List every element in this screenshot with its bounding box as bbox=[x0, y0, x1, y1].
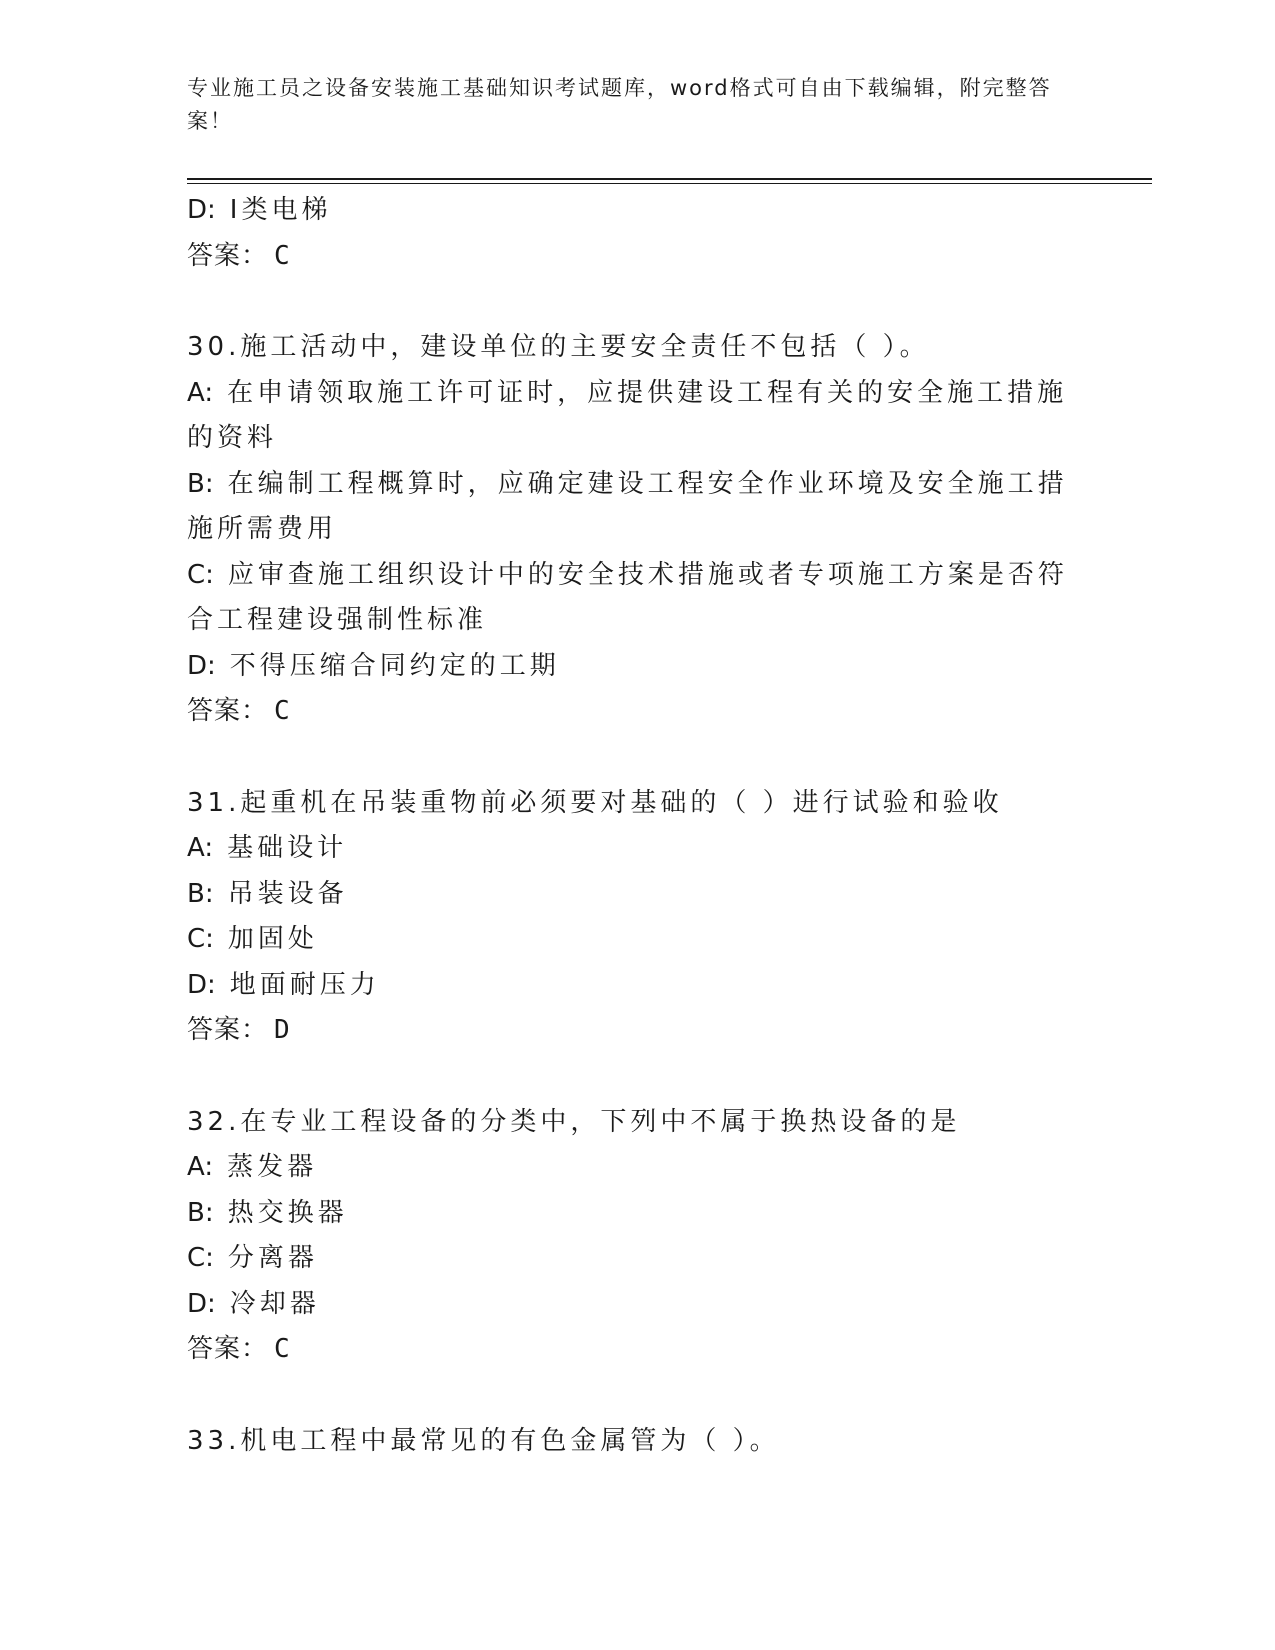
option-text: 吊装设备 bbox=[227, 878, 348, 909]
answer-label: 答案： bbox=[187, 696, 269, 726]
option-key: C: bbox=[187, 559, 214, 590]
option-d bbox=[187, 644, 1077, 690]
document-header: 专业施工员之设备安装施工基础知识考试题库，word格式可自由下载编辑，附完整答案！ bbox=[187, 76, 1052, 133]
option-b bbox=[187, 872, 1077, 918]
question-block bbox=[187, 1100, 1087, 1373]
answer-label: 答案： bbox=[187, 1015, 269, 1045]
option-text: 冷却器 bbox=[229, 1288, 320, 1319]
option-text: 应审查施工组织设计中的安全技术措施或者专项施工方案是否符合工程建设强制性标准 bbox=[187, 559, 1068, 635]
option-key: B: bbox=[187, 878, 214, 909]
answer-line bbox=[187, 1008, 1087, 1054]
header-divider-thick bbox=[187, 178, 1152, 180]
option-key: A: bbox=[187, 833, 214, 863]
answer-label: 答案： bbox=[187, 1334, 269, 1364]
option-c bbox=[187, 553, 1077, 644]
question-block bbox=[187, 325, 1087, 735]
option-text: 热交换器 bbox=[227, 1197, 348, 1228]
option-b bbox=[187, 1191, 1077, 1237]
option-a bbox=[187, 371, 1077, 462]
option-text: I类电梯 bbox=[229, 195, 332, 225]
answer-line bbox=[187, 1327, 1087, 1373]
option-key: D: bbox=[187, 650, 216, 681]
option-key: D: bbox=[187, 969, 216, 1000]
option-c bbox=[187, 1236, 1077, 1282]
spacer bbox=[187, 735, 1087, 781]
option-text: 在申请领取施工许可证时，应提供建设工程有关的安全施工措施的资料 bbox=[187, 377, 1068, 453]
spacer bbox=[187, 1054, 1087, 1100]
option-key: A: bbox=[187, 377, 214, 408]
question-block bbox=[187, 1419, 1087, 1465]
question-list bbox=[187, 188, 1087, 1464]
option-text: 分离器 bbox=[227, 1243, 318, 1273]
option-text: 蒸发器 bbox=[227, 1152, 318, 1182]
option-c bbox=[187, 917, 1077, 963]
option-key: D: bbox=[187, 1288, 216, 1319]
question-title: 31.起重机在吊装重物前必须要对基础的（ ）进行试验和验收 bbox=[187, 787, 1003, 818]
answer-value: D bbox=[274, 1015, 291, 1045]
spacer bbox=[187, 1373, 1087, 1419]
option-a bbox=[187, 1145, 1077, 1191]
answer-line bbox=[187, 689, 1087, 735]
option-key: D: bbox=[187, 195, 216, 225]
spacer bbox=[187, 279, 1087, 325]
option-key: B: bbox=[187, 468, 214, 499]
answer-line bbox=[187, 234, 1087, 280]
option-a bbox=[187, 826, 1077, 872]
option-b bbox=[187, 462, 1077, 553]
option-d bbox=[187, 188, 1077, 234]
question-block bbox=[187, 781, 1087, 1054]
header-divider-thin bbox=[187, 183, 1152, 184]
answer-label: 答案： bbox=[187, 240, 269, 271]
option-text: 地面耐压力 bbox=[229, 969, 380, 1000]
option-key: C: bbox=[187, 924, 214, 954]
option-key: A: bbox=[187, 1152, 214, 1182]
option-key: C: bbox=[187, 1243, 214, 1273]
option-text: 在编制工程概算时，应确定建设工程安全作业环境及安全施工措施所需费用 bbox=[187, 468, 1068, 544]
question-title: 30.施工活动中，建设单位的主要安全责任不包括（ ）。 bbox=[187, 332, 930, 362]
answer-value: C bbox=[274, 1334, 291, 1364]
option-d bbox=[187, 963, 1077, 1009]
answer-value: C bbox=[274, 240, 291, 271]
option-text: 不得压缩合同约定的工期 bbox=[229, 650, 560, 681]
option-d bbox=[187, 1282, 1077, 1328]
answer-value: C bbox=[274, 696, 291, 726]
question-title: 32.在专业工程设备的分类中，下列中不属于换热设备的是 bbox=[187, 1106, 961, 1137]
question-title: 33.机电工程中最常见的有色金属管为（ ）。 bbox=[187, 1425, 780, 1456]
option-text: 加固处 bbox=[227, 924, 318, 954]
option-text: 基础设计 bbox=[227, 833, 348, 863]
option-key: B: bbox=[187, 1197, 214, 1228]
